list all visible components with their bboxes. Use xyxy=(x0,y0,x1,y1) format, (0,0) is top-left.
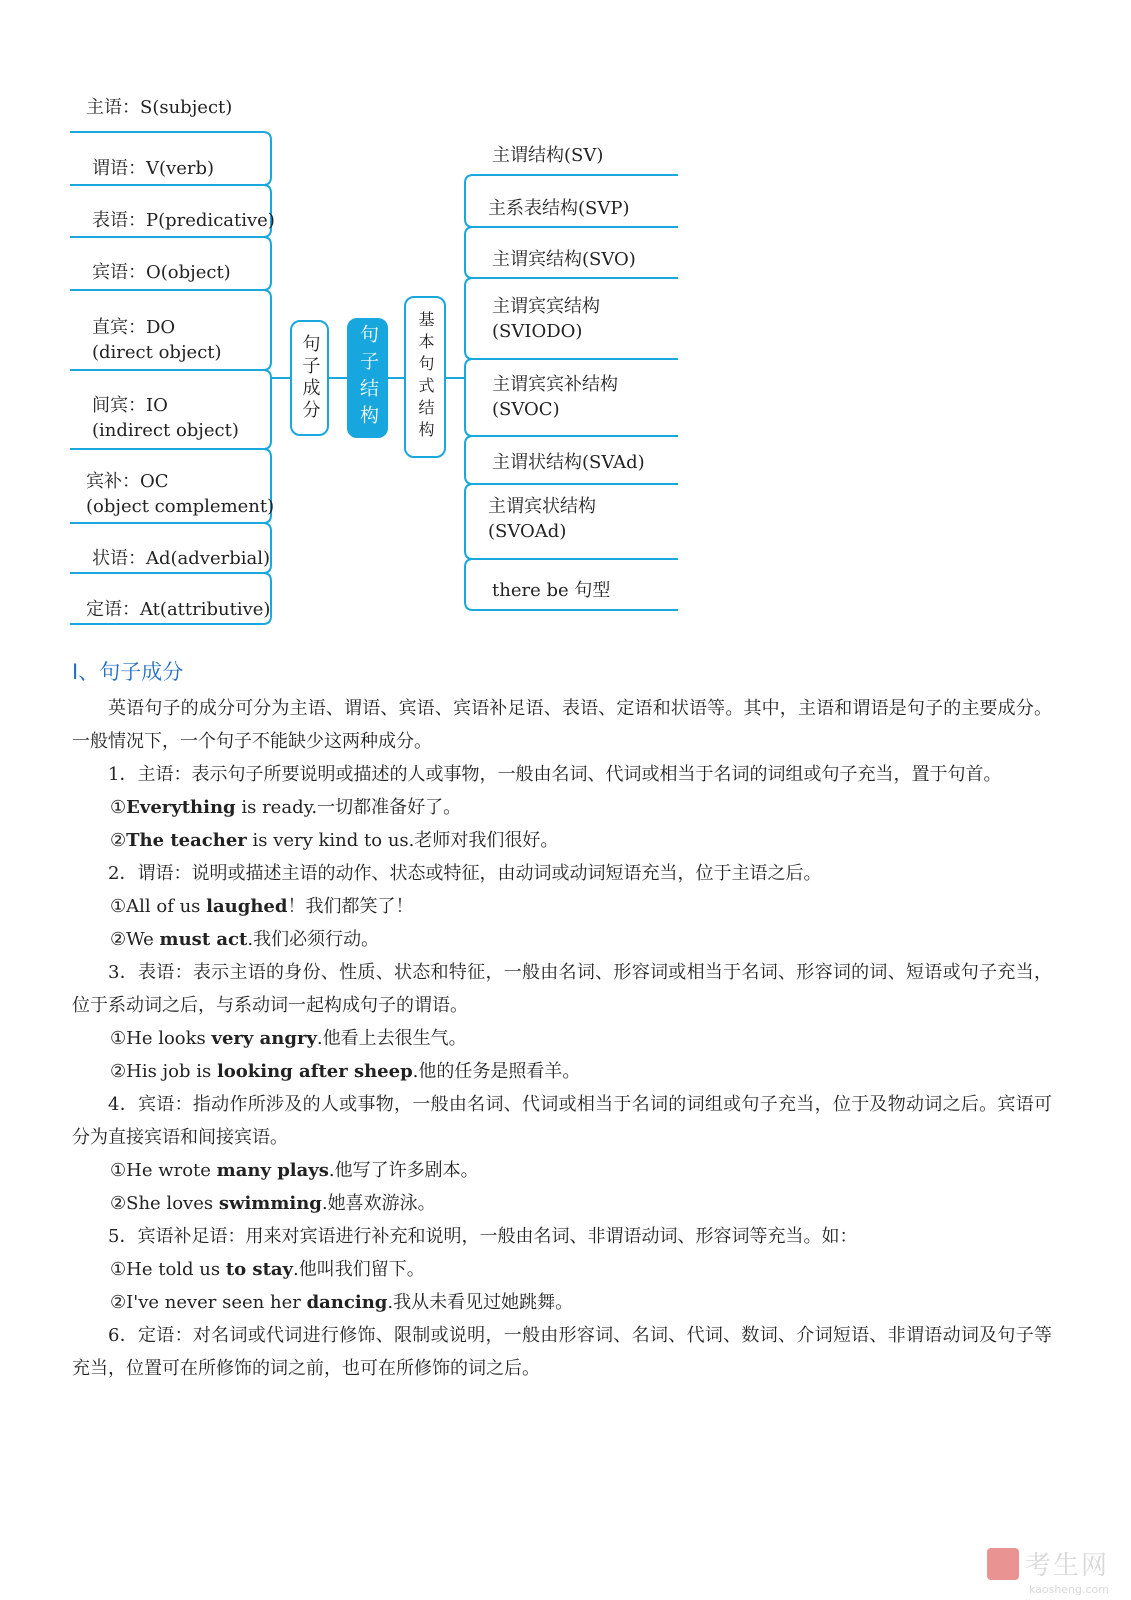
right-leaf xyxy=(492,372,618,422)
document-body xyxy=(72,656,1052,1385)
text-run: 3．表语：表示主语的身份、性质、状态和特征，一般由名词、形容词或相当于名词、形容词的词、短语或句子充当，位于系动词之后，与系动词一起构成句子的谓语。 xyxy=(72,962,1052,1016)
watermark xyxy=(987,1545,1109,1596)
right-leaf xyxy=(492,450,645,475)
node-label: 句子成分 xyxy=(299,334,321,422)
watermark-url: kaosheng.com xyxy=(1028,1583,1109,1596)
emphasis-text: many plays xyxy=(216,1160,329,1181)
node-sentence-elements xyxy=(290,320,329,436)
text-run: ！我们都笑了！ xyxy=(287,896,414,917)
leaf-text: 定语：At(attributive) xyxy=(86,599,271,620)
node-sentence-structure xyxy=(347,318,388,438)
leaf-text: 宾语：O(object) xyxy=(92,262,231,283)
example-sentence xyxy=(72,1286,1052,1319)
leaf-text: 状语：Ad(adverbial) xyxy=(92,548,271,569)
text-run: is ready.一切都准备好了。 xyxy=(235,797,462,818)
emphasis-text: must act xyxy=(159,929,248,950)
left-leaf xyxy=(92,260,231,285)
example-sentence xyxy=(72,791,1052,824)
section-heading xyxy=(72,656,1052,688)
text-run: ②His job is xyxy=(110,1061,217,1082)
emphasis-text: The teacher xyxy=(126,830,247,851)
left-leaf xyxy=(92,393,239,443)
text-run: .我们必须行动。 xyxy=(247,929,380,950)
node-label: 句子结构 xyxy=(357,324,379,432)
emphasis-text: laughed xyxy=(206,896,288,917)
leaf-text: 直宾：DO xyxy=(92,317,176,338)
text-run: 6．定语：对名词或代词进行修饰、限制或说明，一般由形容词、名词、代词、数词、介词短语、非谓语动词及句子等充当，位置可在所修饰的词之前，也可在所修饰的词之后。 xyxy=(72,1325,1052,1379)
text-run: ①He looks xyxy=(110,1028,212,1049)
leaf-text: there be 句型 xyxy=(492,580,611,601)
text-run: ①He told us xyxy=(110,1259,226,1280)
leaf-text: 主谓结构(SV) xyxy=(492,145,604,166)
emphasis-text: swimming xyxy=(218,1193,322,1214)
emphasis-text: Everything xyxy=(126,797,236,818)
example-sentence xyxy=(72,923,1052,956)
leaf-text: (indirect object) xyxy=(92,420,239,441)
paragraph xyxy=(72,857,1052,890)
right-leaf xyxy=(488,196,630,221)
right-leaf xyxy=(488,494,596,544)
section-number: I、 xyxy=(72,660,100,684)
leaf-text: 表语：P(predicative) xyxy=(92,210,275,231)
emphasis-text: to stay xyxy=(225,1259,294,1280)
leaf-text: (direct object) xyxy=(92,342,222,363)
leaf-text: 主语：S(subject) xyxy=(86,97,233,118)
text-run: ② xyxy=(110,830,127,851)
paragraph-list xyxy=(72,692,1052,1385)
left-leaf xyxy=(92,208,275,233)
emphasis-text: dancing xyxy=(306,1292,388,1313)
paragraph xyxy=(72,1088,1052,1154)
node-basic-patterns xyxy=(404,296,446,458)
text-run: .她喜欢游泳。 xyxy=(321,1193,436,1214)
paragraph xyxy=(72,1319,1052,1385)
text-run: ②I've never seen her xyxy=(110,1292,307,1313)
text-run: 4．宾语：指动作所涉及的人或事物，一般由名词、代词或相当于名词的词组或句子充当，位于及物动词之后。宾语可分为直接宾语和间接宾语。 xyxy=(72,1094,1052,1148)
leaf-text: 主谓宾结构(SVO) xyxy=(492,249,636,270)
leaf-text: 主谓宾宾结构 xyxy=(492,296,600,317)
leaf-text: (SVOAd) xyxy=(488,521,567,542)
example-sentence xyxy=(72,1022,1052,1055)
text-run: ①All of us xyxy=(110,896,207,917)
paragraph xyxy=(72,1220,1052,1253)
example-sentence xyxy=(72,1055,1052,1088)
leaf-text: (SVIODO) xyxy=(492,321,583,342)
text-run: ① xyxy=(110,797,127,818)
text-run: .他写了许多剧本。 xyxy=(328,1160,479,1181)
left-leaf xyxy=(86,95,232,120)
paragraph xyxy=(72,758,1052,791)
example-sentence xyxy=(72,1154,1052,1187)
left-leaf xyxy=(92,315,222,365)
watermark-text: 考生网 xyxy=(1024,1551,1109,1581)
example-sentence xyxy=(72,824,1052,857)
example-sentence xyxy=(72,1253,1052,1286)
leaf-text: 主谓宾状结构 xyxy=(488,496,596,517)
text-run: ②We xyxy=(110,929,160,950)
text-run: ②She loves xyxy=(110,1193,219,1214)
paragraph xyxy=(72,692,1052,758)
right-leaf xyxy=(492,143,603,168)
left-leaf xyxy=(92,156,214,181)
example-sentence xyxy=(72,1187,1052,1220)
section-title: 句子成分 xyxy=(99,660,184,684)
leaf-text: (object complement) xyxy=(86,496,275,517)
right-leaf xyxy=(492,578,610,603)
leaf-text: 主谓宾宾补结构 xyxy=(492,374,618,395)
text-run: 英语句子的成分可分为主语、谓语、宾语、宾语补足语、表语、定语和状语等。其中，主语和谓语是句子的主要成分。一般情况下，一个句子不能缺少这两种成分。 xyxy=(72,698,1052,752)
leaf-text: (SVOC) xyxy=(492,399,560,420)
text-run: 2．谓语：说明或描述主语的动作、状态或特征，由动词或动词短语充当，位于主语之后。 xyxy=(108,863,822,884)
text-run: .他看上去很生气。 xyxy=(316,1028,467,1049)
left-leaf xyxy=(92,546,270,571)
text-run: .他的任务是照看羊。 xyxy=(412,1061,581,1082)
watermark-logo-icon xyxy=(987,1548,1019,1580)
leaf-text: 宾补：OC xyxy=(86,471,169,492)
left-leaf xyxy=(86,469,274,519)
text-run: .我从未看见过她跳舞。 xyxy=(387,1292,574,1313)
emphasis-text: very angry xyxy=(211,1028,317,1049)
emphasis-text: looking after sheep xyxy=(216,1061,413,1082)
leaf-text: 主谓状结构(SVAd) xyxy=(492,452,645,473)
paragraph xyxy=(72,956,1052,1022)
right-leaf xyxy=(492,294,600,344)
text-run: .他叫我们留下。 xyxy=(293,1259,425,1280)
leaf-text: 间宾：IO xyxy=(92,395,168,416)
left-leaf xyxy=(86,597,270,622)
leaf-text: 主系表结构(SVP) xyxy=(488,198,630,219)
text-run: 5．宾语补足语：用来对宾语进行补充和说明，一般由名词、非谓语动词、形容词等充当。如： xyxy=(108,1226,858,1247)
leaf-text: 谓语：V(verb) xyxy=(92,158,214,179)
right-leaf xyxy=(492,247,636,272)
text-run: ①He wrote xyxy=(110,1160,217,1181)
example-sentence xyxy=(72,890,1052,923)
text-run: 1．主语：表示句子所要说明或描述的人或事物，一般由名词、代词或相当于名词的词组或句子充当，置于句首。 xyxy=(108,764,1002,785)
node-label: 基本句式结构 xyxy=(416,311,435,443)
text-run: is very kind to us.老师对我们很好。 xyxy=(246,830,559,851)
